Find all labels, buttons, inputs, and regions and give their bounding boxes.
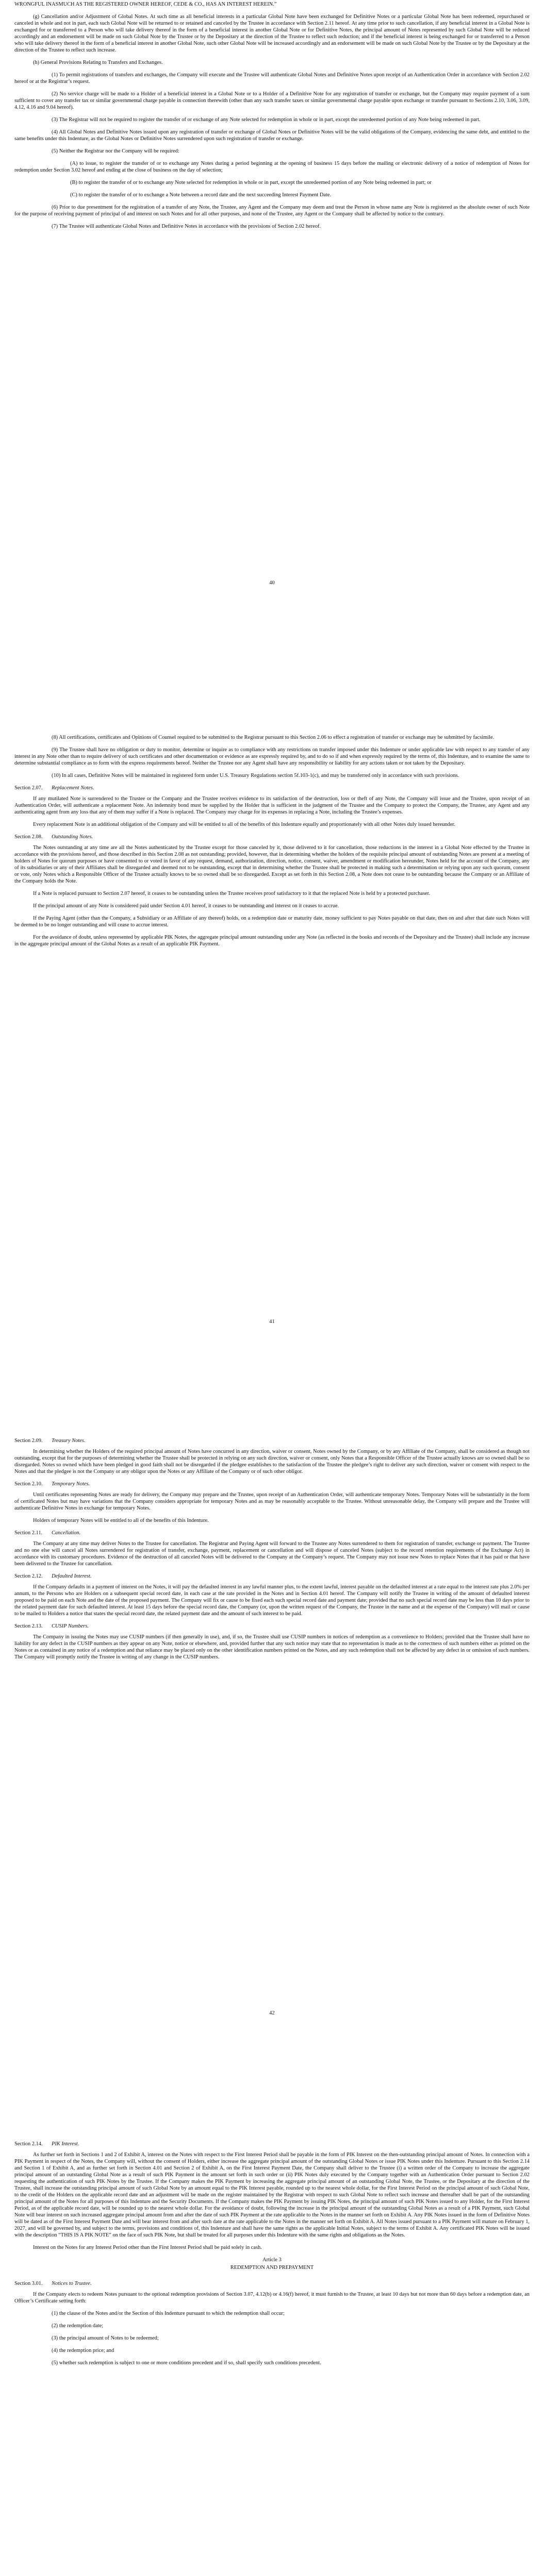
section-title: PIK Interest. <box>52 2141 79 2147</box>
paragraph: If the Company elects to redeem Notes pursuant to the optional redemption provisions of Section 3.07, 4.12(b) or 4.16(f) hereof, it must furnish to the Trustee, at least 10 days but not more than 60 days before a redemption date, an Officer’s Certificate setting forth: <box>14 2292 530 2304</box>
paragraph: (h) General Provisions Relating to Transfers and Exchanges. <box>33 60 163 65</box>
paragraph: In determining whether the Holders of the required principal amount of Notes have concurred in any direction, waiver or consent, Notes owned by the Company, or by any Affiliate of the Company, shall be considered as though not outstanding, except that for the purposes of determining whether the Trustee shall be protected in relying on any such direction, waiver or consent, only Notes that a Responsible Officer of the Trustee actually knows are so owned shall be so disregarded. Notes so owned which have been pledged in good faith shall not be disregarded if the pledgee establishes to the satisfaction of the Trustee the pledgee’s right to deliver any such direction, waiver or consent with respect to the Notes and that the pledgee is not the Company or any obligor upon the Notes or any Affiliate of the Company or of such other obligor. <box>14 1449 530 1475</box>
section-heading <box>14 1623 530 1630</box>
paragraph: (2) the redemption date; <box>52 2323 104 2329</box>
paragraph: If a Note is replaced pursuant to Section 2.07 hereof, it ceases to be outstanding unless the Trustee receives proof satisfactory to it that the replaced Note is held by a protected purchaser. <box>33 891 431 896</box>
paragraph: (5) Neither the Registrar nor the Company will be required: <box>52 148 179 154</box>
section-number: Section 2.13. <box>14 1623 43 1629</box>
section-heading <box>14 785 530 791</box>
paragraph: If the Paying Agent (other than the Company, a Subsidiary or an Affiliate of any thereof) holds, on a redemption date or maturity date, money sufficient to pay Notes payable on that date, then on and after that date such Notes will be deemed to be no longer outstanding and will cease to accrue interest. <box>14 916 530 928</box>
paragraph: (4) All Global Notes and Definitive Notes issued upon any registration of transfer or exchange of Global Notes or Definitive Notes will be the valid obligations of the Company, evidencing the same debt, and entitled to the same benefits under this Indenture, as the Global Notes or Definitive Notes surrendered upon such registration of transfer or exchange. <box>14 129 530 142</box>
paragraph: Interest on the Notes for any Interest Period other than the First Interest Period shall be paid solely in cash. <box>33 2245 262 2250</box>
paragraph: The Company in issuing the Notes may use CUSIP numbers (if then generally in use), and, if so, the Trustee shall use CUSIP numbers in notices of redemption as a convenience to Holders; provided that the Trustee shall have no liability for any defect in the CUSIP numbers as they appear on any Note, notice or elsewhere, and, provided further that any such notice may state that no representation is made as to the correctness of such numbers either as printed on the Notes or as contained in any notice of a redemption and that reliance may be placed only on the other identification numbers printed on the Notes, and any such redemption shall not be affected by any defect in or omission of such numbers. The Company will promptly notify the Trustee in writing of any change in the CUSIP numbers. <box>14 1634 530 1660</box>
paragraph: As further set forth in Sections 1 and 2 of Exhibit A, interest on the Notes with respect to the First Interest Period shall be payable in the form of PIK Interest on the then-outstanding principal amount of Notes. In connection with a PIK Payment in respect of the Notes, the Company will, without the consent of Holders, either increase the aggregate principal amount of the outstanding Global Notes or issue PIK Notes under this Indenture. Pursuant to this Section 2.14 and Section 1 of Exhibit A, and as further set forth in Section 4.01 and Section 2 of Exhibit A, on the First Interest Payment Date, the Company shall deliver to the Trustee (i) a written order of the Company to increase the aggregate principal amount of an outstanding Global Note as a result of such PIK Payment in the amount set forth in such order or (ii) PIK Notes duly executed by the Company together with an Authentication Order pursuant to Section 2.02 requesting the authentication of such PIK Notes by the Trustee. If the Company makes the PIK Payment by increasing the aggregate principal amount of an outstanding Global Note, the Trustee, or the Depositary at the direction of the Trustee, shall increase the outstanding principal amount of such Global Note by an amount equal to the PIK Interest payable, rounded up to the nearest whole dollar, for the First Interest Period on the principal amount of such Global Note, to the credit of the Holders on the applicable record date and an adjustment will be made on the register maintained by the Registrar with respect to such Global Note to reflect such increase and thereafter shall be part of the outstanding principal amount of the Notes for all purposes of this Indenture and the Security Documents. If the Company makes the PIK Payment by issuing PIK Notes, the principal amount of such PIK Notes issued to any Holder, for the First Interest Period, as of the applicable record date, will be rounded up to the nearest whole dollar. For the avoidance of doubt, following the increase in the principal amount of the outstanding Global Notes as a result of a PIK Payment, such Global Note will bear interest on such increased aggregate principal amount from and after the date of such PIK Payment at the rate applicable to the Notes in the manner set forth on Exhibit A. Any PIK Notes issued in the form of Definitive Notes will be dated as of the First Interest Payment Date and will bear interest from and after such date at the rate applicable to the Notes in the manner set forth on Exhibit A. All Notes issued pursuant to a PIK Payment will mature on February 1, 2027, and will be governed by, and subject to the terms, provisions and conditions of, this Indenture and shall have the same rights as the applicable Initial Notes, subject to the terms of Exhibit A. Any certificated PIK Notes will be issued with the description “THIS IS A PIK NOTE” on the face of such PIK Note, but shall be treated for all purposes under this Indenture with the same rights and obligations as the Notes. <box>14 2152 530 2238</box>
paragraph: Until certificates representing Notes are ready for delivery, the Company may prepare and the Trustee, upon receipt of an Authentication Order, will authenticate temporary Notes. Temporary Notes will be substantially in the form of certificated Notes but may have variations that the Company considers appropriate for temporary Notes and as may be reasonably acceptable to the Trustee. Without unreasonable delay, the Company will prepare and the Trustee will authenticate Definitive Notes in exchange for temporary Notes. <box>14 1492 530 1511</box>
section-heading <box>14 2280 530 2287</box>
paragraph: (5) whether such redemption is subject to one or more conditions precedent and if so, shall specify such conditions precedent. <box>52 2360 321 2366</box>
paragraph: Holders of temporary Notes will be entitled to all of the benefits of this Indenture. <box>33 1518 209 1523</box>
paragraph: For the avoidance of doubt, unless represented by applicable PIK Notes, the aggregate principal amount outstanding under any Note (as reflected in the books and records of the Depositary and the Trustee) shall include any increase in the aggregate principal amount of the Global Notes as a result of an applicable PIK Payment. <box>14 935 530 947</box>
spacer <box>14 2272 530 2280</box>
paragraph: (C) to register the transfer of or to exchange a Note between a record date and the next succeeding Interest Payment Date. <box>70 192 332 198</box>
paragraph: (10) In all cases, Definitive Notes will be maintained in registered form under U.S. Treasury Regulations section 5f.103-1(c), and may be transferred only in accordance with such provisions. <box>52 773 459 778</box>
document-page <box>0 0 544 703</box>
section-title: Replacement Notes. <box>52 785 94 791</box>
paragraph: (3) the principal amount of Notes to be redeemed; <box>52 2335 159 2341</box>
paragraph: WRONGFUL INASMUCH AS THE REGISTERED OWNER HEREOF, CEDE & CO., HAS AN INTEREST HEREIN.” <box>14 2 277 7</box>
section-number: Section 2.09. <box>14 1438 43 1444</box>
paragraph: (1) the clause of the Notes and/or the Section of this Indenture pursuant to which the redemption shall occur; <box>52 2311 285 2316</box>
section-number: Section 2.14. <box>14 2141 43 2147</box>
section-title: Defaulted Interest. <box>52 1573 92 1579</box>
paragraph: (B) to register the transfer of or to exchange any Note selected for redemption in whole or in part, except the unredeemed portion of any Note being redeemed in part; or <box>70 180 432 185</box>
paragraph: (9) The Trustee shall have no obligation or duty to monitor, determine or inquire as to compliance with any restrictions on transfer imposed under this Indenture or under applicable law with respect to any transfer of any interest in any Note other than to require delivery of such certificates and other documentation or evidence as are expressly required by, and to do so if and when expressly required by the terms of, this Indenture, and to examine the same to determine substantial compliance as to form with the express requirements hereof. Neither the Trustee nor any Agent shall have any responsibility or liability for any actions taken or not taken by the Depositary. <box>14 747 530 766</box>
paragraph: (8) All certifications, certificates and Opinions of Counsel required to be submitted to the Registrar pursuant to this Section 2.06 to effect a registration of transfer or exchange may be submitted by facsimile. <box>52 735 494 740</box>
page-content <box>14 2141 530 2372</box>
section-heading <box>14 1530 530 1536</box>
section-title: Treasury Notes. <box>52 1438 86 1444</box>
section-heading <box>14 2141 530 2147</box>
paragraph: (4) the redemption price; and <box>52 2348 114 2353</box>
section-number: Section 3.01. <box>14 2281 43 2286</box>
section-title: Temporary Notes. <box>52 1481 90 1487</box>
paragraph: The Notes outstanding at any time are all the Notes authenticated by the Trustee except for those canceled by it, those delivered to it for cancellation, those reductions in the interest in a Global Note effected by the Trustee in accordance with the provisions hereof, and those described in this Section 2.08 as not outstanding; provided, however, that in determining whether the holders of the requisite principal amount of outstanding Notes are present at a meeting of holders of Notes for quorum purposes or have consented to or voted in favor of any request, demand, authorization, direction, notice, consent, waiver, amendment or modification hereunder, Notes held for the account of the Company, any of its subsidiaries or any of their Affiliates shall be disregarded and deemed not to be outstanding, except that in determining whether the Trustee shall be protected in making such a determination or relying upon any such quorum, consent or vote, only Notes which a Responsible Officer of the Trustee actually knows to be so owned shall be so disregarded. Except as set forth in this Section 2.08, a Note does not cease to be outstanding because the Company or an Affiliate of the Company holds the Note. <box>14 845 530 884</box>
paragraph: (1) To permit registrations of transfers and exchanges, the Company will execute and the Trustee will authenticate Global Notes and Definitive Notes upon receipt of an Authentication Order in accordance with Section 2.02 hereof or at the Registrar’s request. <box>14 72 530 84</box>
section-title: Cancellation. <box>52 1530 81 1536</box>
section-heading <box>14 1573 530 1580</box>
paragraph: Every replacement Note is an additional obligation of the Company and will be entitled to all of the benefits of this Indenture equally and proportionately with all other Notes duly issued hereunder. <box>33 822 455 827</box>
paragraph: The Company at any time may deliver Notes to the Trustee for cancellation. The Registrar and Paying Agent will forward to the Trustee any Notes surrendered to them for registration of transfer, exchange or payment. The Trustee and no one else will cancel all Notes surrendered for registration of transfer, exchange, payment, replacement or cancellation and will dispose of canceled Notes (subject to the record retention requirements of the Exchange Act) in accordance with its customary procedures. Evidence of the destruction of all canceled Notes will be delivered to the Company at the Company’s request. The Company may not issue new Notes to replace Notes that it has paid or that have been delivered to the Trustee for cancellation. <box>14 1541 530 1567</box>
page-content <box>14 1 530 235</box>
page-number: 40 <box>269 580 275 586</box>
paragraph: (3) The Registrar will not be required to register the transfer of or exchange of any Note selected for redemption in whole or in part, except the unredeemed portion of any Note being redeemed in part. <box>52 117 481 123</box>
paragraph: (g) Cancellation and/or Adjustment of Global Notes. At such time as all beneficial interests in a particular Global Note have been exchanged for Definitive Notes or a particular Global Note has been redeemed, repurchased or canceled in whole and not in part, each such Global Note will be returned to or retained and canceled by the Trustee in accordance with Section 2.11 hereof. At any time prior to such cancellation, if any beneficial interest in a Global Note is exchanged for or transferred to a Person who will take delivery thereof in the form of a beneficial interest in another Global Note or for Definitive Notes, the principal amount of Notes represented by such Global Note will be reduced accordingly and an endorsement will be made on such Global Note by the Trustee or by the Depositary at the direction of the Trustee to reflect such reduction; and if the beneficial interest is being exchanged for or transferred to a Person who will take delivery thereof in the form of a beneficial interest in another Global Note, such other Global Note will be increased accordingly and an endorsement will be made on such Global Note by the Trustee or by the Depositary at the direction of the Trustee to reflect such increase. <box>14 14 530 53</box>
section-heading <box>14 834 530 840</box>
page-number: 41 <box>269 1319 275 1325</box>
page-number: 42 <box>269 2010 275 2016</box>
paragraph: If the Company defaults in a payment of interest on the Notes, it will pay the defaulted interest in any lawful manner plus, to the extent lawful, interest payable on the defaulted interest at a rate equal to the interest rate plus 2.0% per annum, to the Persons who are Holders on a subsequent special record date, in each case at the rate provided in the Notes and in Section 4.01 hereof. The Company will notify the Trustee in writing of the amount of defaulted interest proposed to be paid on each Note and the date of the proposed payment. The Company will fix or cause to be fixed each such special record date and payment date; provided that no such special record date may be less than 10 days prior to the related payment date for such defaulted interest. At least 15 days before the special record date, the Company (or, upon the written request of the Company, the Trustee in the name and at the expense of the Company) will mail or cause to be mailed to Holders a notice that states the special record date, the related payment date and the amount of such interest to be paid. <box>14 1584 530 1617</box>
paragraph: (A) to issue, to register the transfer of or to exchange any Notes during a period beginning at the opening of business 15 days before the mailing or electronic delivery of a notice of redemption of Notes for redemption under Section 3.02 hereof and ending at the close of business on the day of selection; <box>14 161 530 173</box>
paragraph: If the principal amount of any Note is considered paid under Section 4.01 hereof, it ceases to be outstanding and interest on it ceases to accrue. <box>33 903 339 909</box>
section-heading <box>14 1437 530 1444</box>
section-number: Section 2.10. <box>14 1481 43 1487</box>
section-number: Section 2.12. <box>14 1573 43 1579</box>
section-number: Section 2.11. <box>14 1530 43 1536</box>
section-number: Section 2.08. <box>14 834 43 840</box>
section-number: Section 2.07. <box>14 785 43 791</box>
section-title: Notices to Trustee. <box>52 2281 92 2286</box>
section-title: CUSIP Numbers. <box>52 1623 89 1629</box>
page-content <box>14 1437 530 1666</box>
paragraph: If any mutilated Note is surrendered to the Trustee or the Company and the Trustee receives evidence to its satisfaction of the destruction, loss or theft of any Note, the Company will issue and the Trustee, upon receipt of an Authentication Order, will authenticate a replacement Note. An indemnity bond must be supplied by the Holder that is sufficient in the judgment of the Trustee and the Company to protect the Company, the Trustee, any Agent and any authenticating agent from any loss that any of them may suffer if a Note is replaced. The Company may charge for its expenses in replacing a Note, including the Trustee’s expenses. <box>14 796 530 815</box>
paragraph: (7) The Trustee will authenticate Global Notes and Definitive Notes in accordance with the provisions of Section 2.02 hereof. <box>52 224 321 229</box>
document-page <box>0 703 544 1406</box>
article-heading: Article 3 <box>262 2257 282 2263</box>
section-title: Outstanding Notes. <box>52 834 93 840</box>
paragraph: (2) No service charge will be made to a Holder of a beneficial interest in a Global Note or to a Holder of a Definitive Note for any registration of transfer or exchange, but the Company may require payment of a sum sufficient to cover any transfer tax or similar governmental charge payable in connection therewith (other than any such transfer taxes or similar governmental charge payable upon exchange or transfer pursuant to Sections 2.10, 3.06, 3.09, 4.12, 4.16 and 9.04 hereof). <box>14 91 530 110</box>
paragraph: (6) Prior to due presentment for the registration of a transfer of any Note, the Trustee, any Agent and the Company may deem and treat the Person in whose name any Note is registered as the absolute owner of such Note for the purpose of receiving payment of principal of and interest on such Notes and for all other purposes, and none of the Trustee, any Agent or the Company shall be affected by notice to the contrary. <box>14 205 530 217</box>
document-page <box>0 2110 544 2576</box>
section-heading <box>14 1481 530 1487</box>
page-content <box>14 734 530 953</box>
article-heading: REDEMPTION AND PREPAYMENT <box>230 2265 314 2270</box>
document-page <box>0 1406 544 2110</box>
